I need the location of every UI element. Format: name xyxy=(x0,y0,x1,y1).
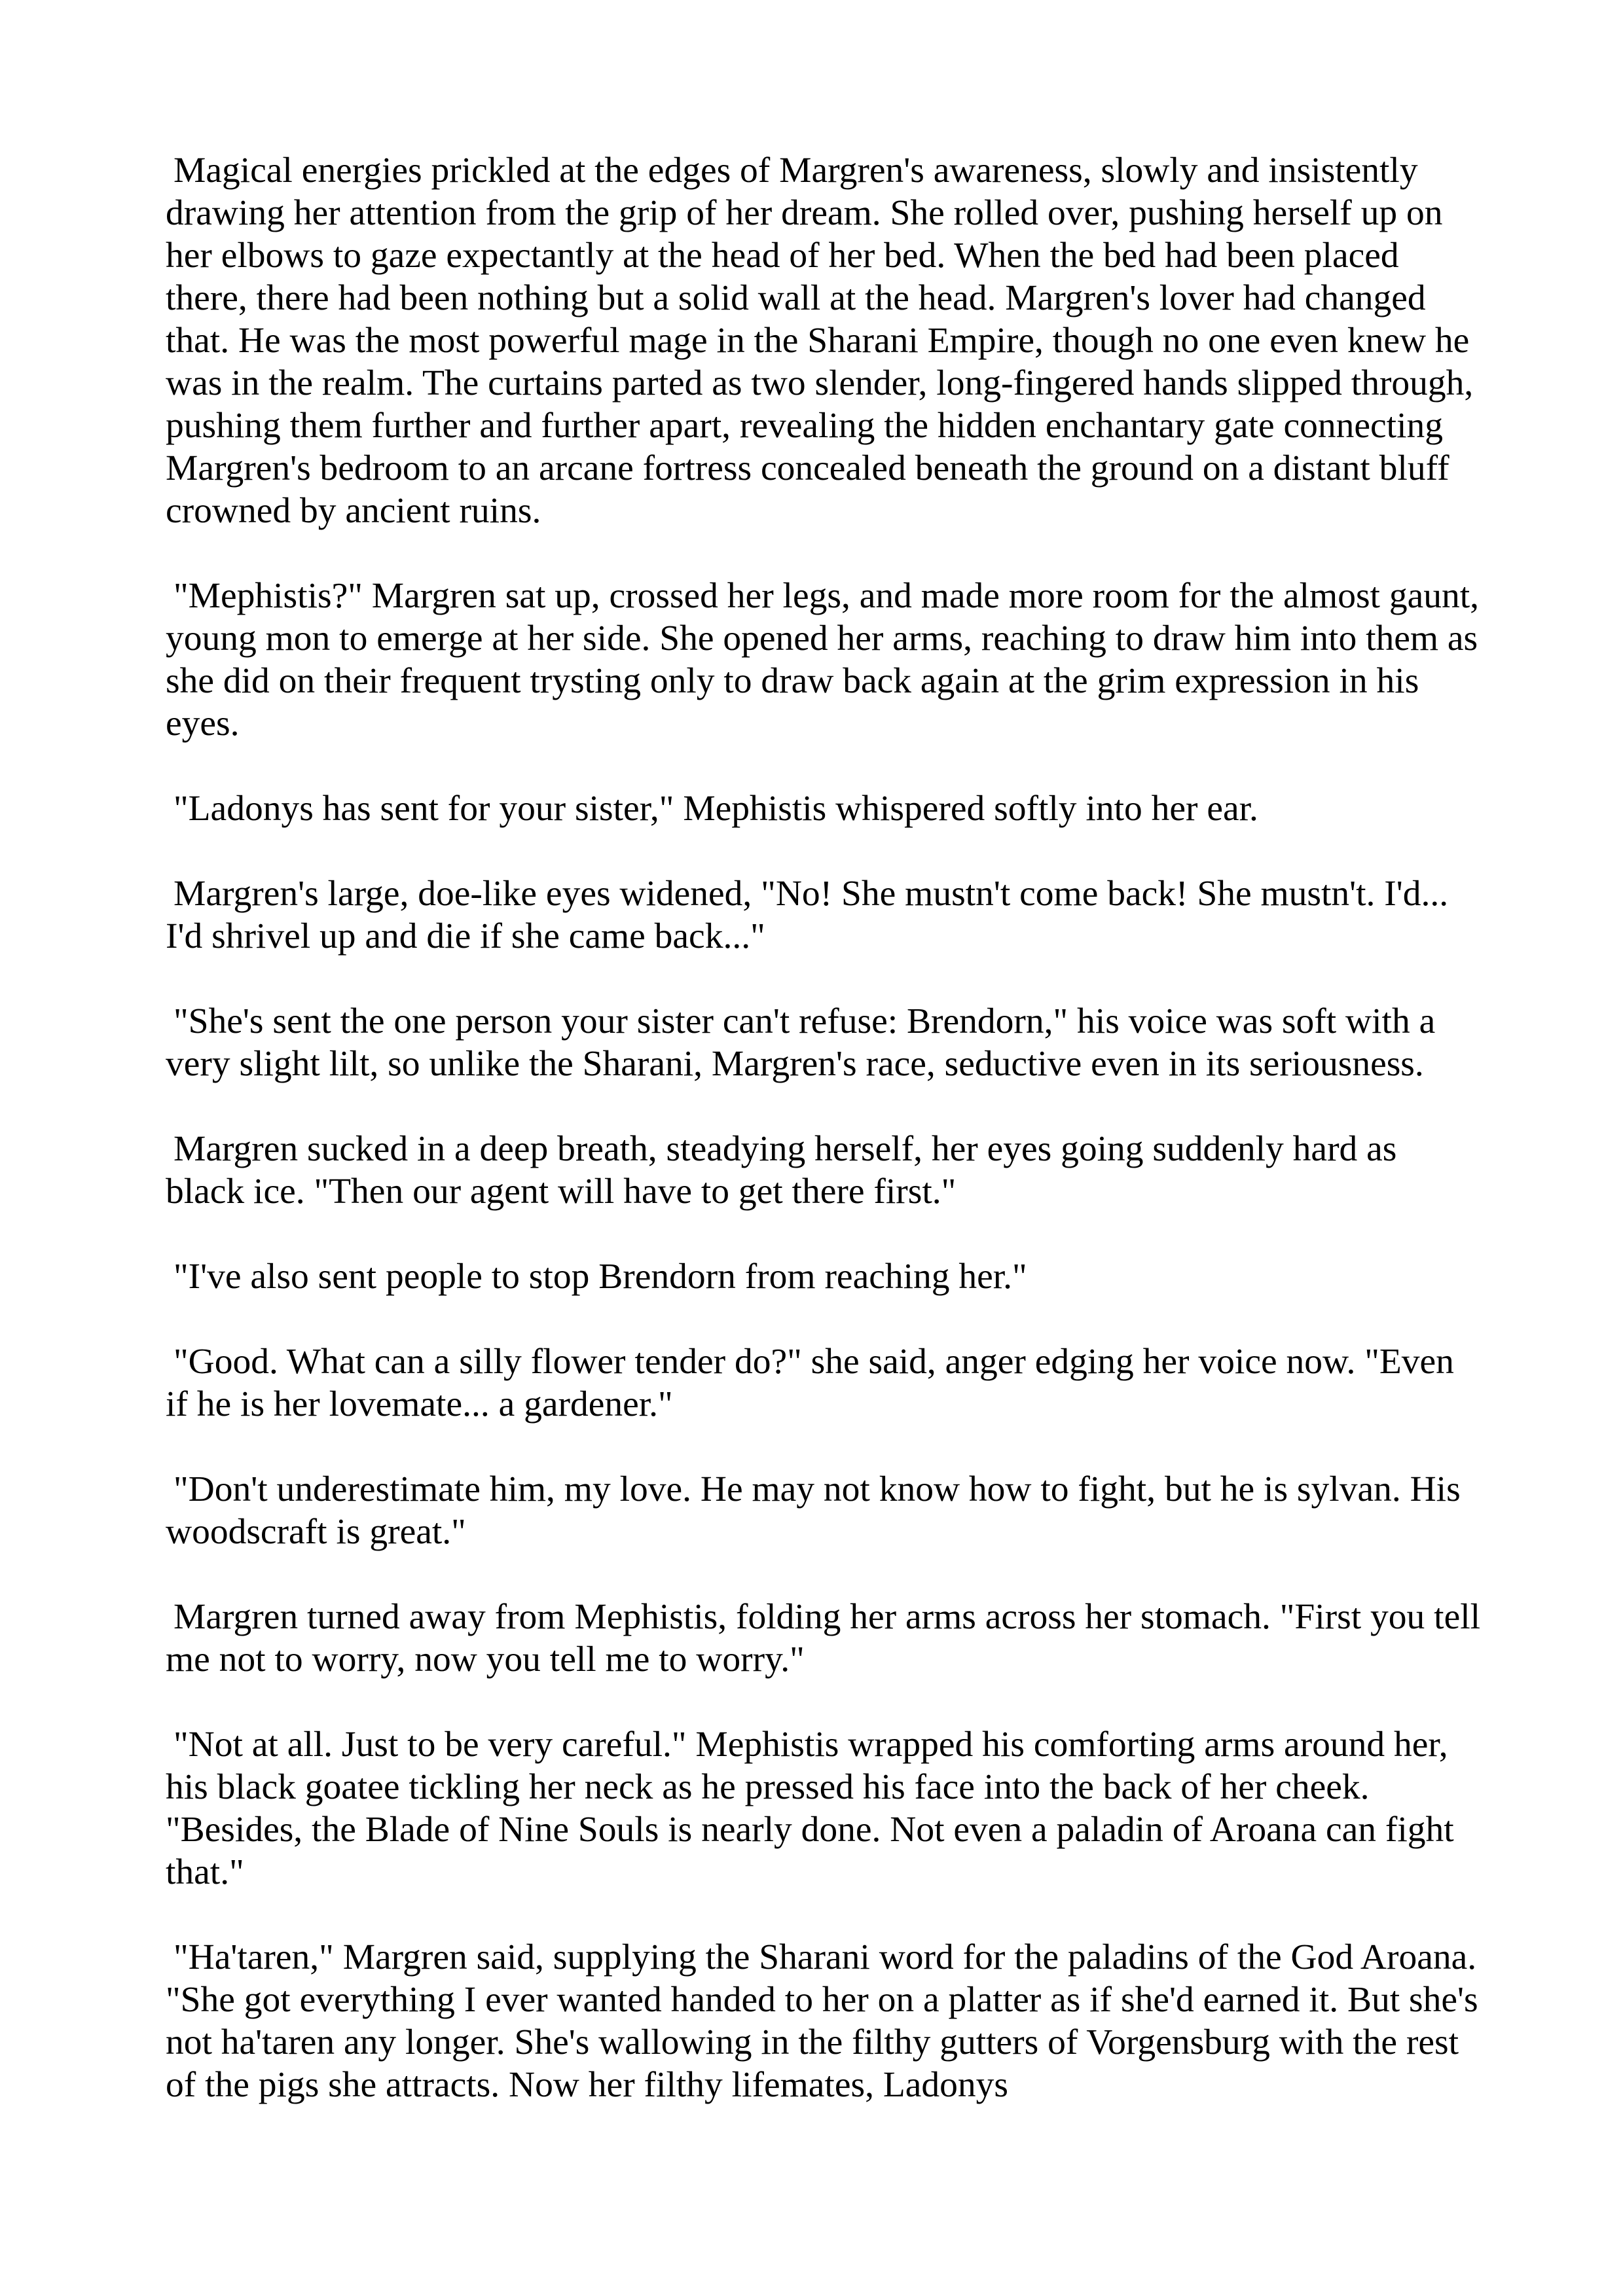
document-page xyxy=(166,149,1482,2106)
paragraph-3: "Ladonys has sent for your sister," Mephistis whispered softly into her ear. xyxy=(173,789,1258,829)
paragraph-8: "Good. What can a silly flower tender do?" she said, anger edging her voice now. "Even if he is her lovemate... a gardener." xyxy=(166,1342,1454,1424)
paragraph-10: Margren turned away from Mephistis, folding her arms across her stomach. "First you tell me not to worry, now you tell me to worry." xyxy=(166,1597,1481,1679)
paragraph-5: "She's sent the one person your sister can't refuse: Brendorn," his voice was soft with a very slight lilt, so unlike the Sharani, Margren's race, seductive even in its seriousness. xyxy=(166,1001,1436,1084)
paragraph-1: Magical energies prickled at the edges of Margren's awareness, slowly and insistently drawing her attention from the grip of her dream. She rolled over, pushing herself up on her elbows to gaze expectantly at the head of her bed. When the bed had been placed there, there had been nothing but a solid wall at the head. Margren's lover had changed that. He was the most powerful mage in the Sharani Empire, though no one even knew he was in the realm. The curtains parted as two slender, long-fingered hands slipped through, pushing them further and further apart, revealing the hidden enchantary gate connecting Margren's bedroom to an arcane fortress concealed beneath the ground on a distant bluff crowned by ancient ruins. xyxy=(166,151,1474,531)
paragraph-9: "Don't underestimate him, my love. He may not know how to fight, but he is sylvan. His woodscraft is great." xyxy=(166,1469,1461,1552)
paragraph-2: "Mephistis?" Margren sat up, crossed her legs, and made more room for the almost gaunt, young mon to emerge at her side. She opened her arms, reaching to draw him into them as she did on their frequent trysting only to draw back again at the grim expression in his eyes. xyxy=(166,576,1480,744)
paragraph-4: Margren's large, doe-like eyes widened, "No! She mustn't come back! She mustn't. I'd... I'd shrivel up and die if she came back..." xyxy=(166,874,1449,956)
paragraph-11: "Not at all. Just to be very careful." Mephistis wrapped his comforting arms around her, his black goatee tickling her neck as he pressed his face into the back of her cheek. "Besides, the Blade of Nine Souls is nearly done. Not even a paladin of Aroana can fight that." xyxy=(166,1725,1454,1892)
paragraph-12: "Ha'taren," Margren said, supplying the Sharani word for the paladins of the God Aroana. "She got everything I ever wanted handed to her on a platter as if she'd earned it. But she's not ha'taren any longer. She's wallowing in the filthy gutters of Vorgensburg with the rest of the pigs she attracts. Now her filthy lifemates, Ladonys xyxy=(166,1937,1478,2105)
paragraph-6: Margren sucked in a deep breath, steadying herself, her eyes going suddenly hard as black ice. "Then our agent will have to get there first." xyxy=(166,1129,1397,1211)
paragraph-7: "I've also sent people to stop Brendorn from reaching her." xyxy=(173,1257,1027,1297)
